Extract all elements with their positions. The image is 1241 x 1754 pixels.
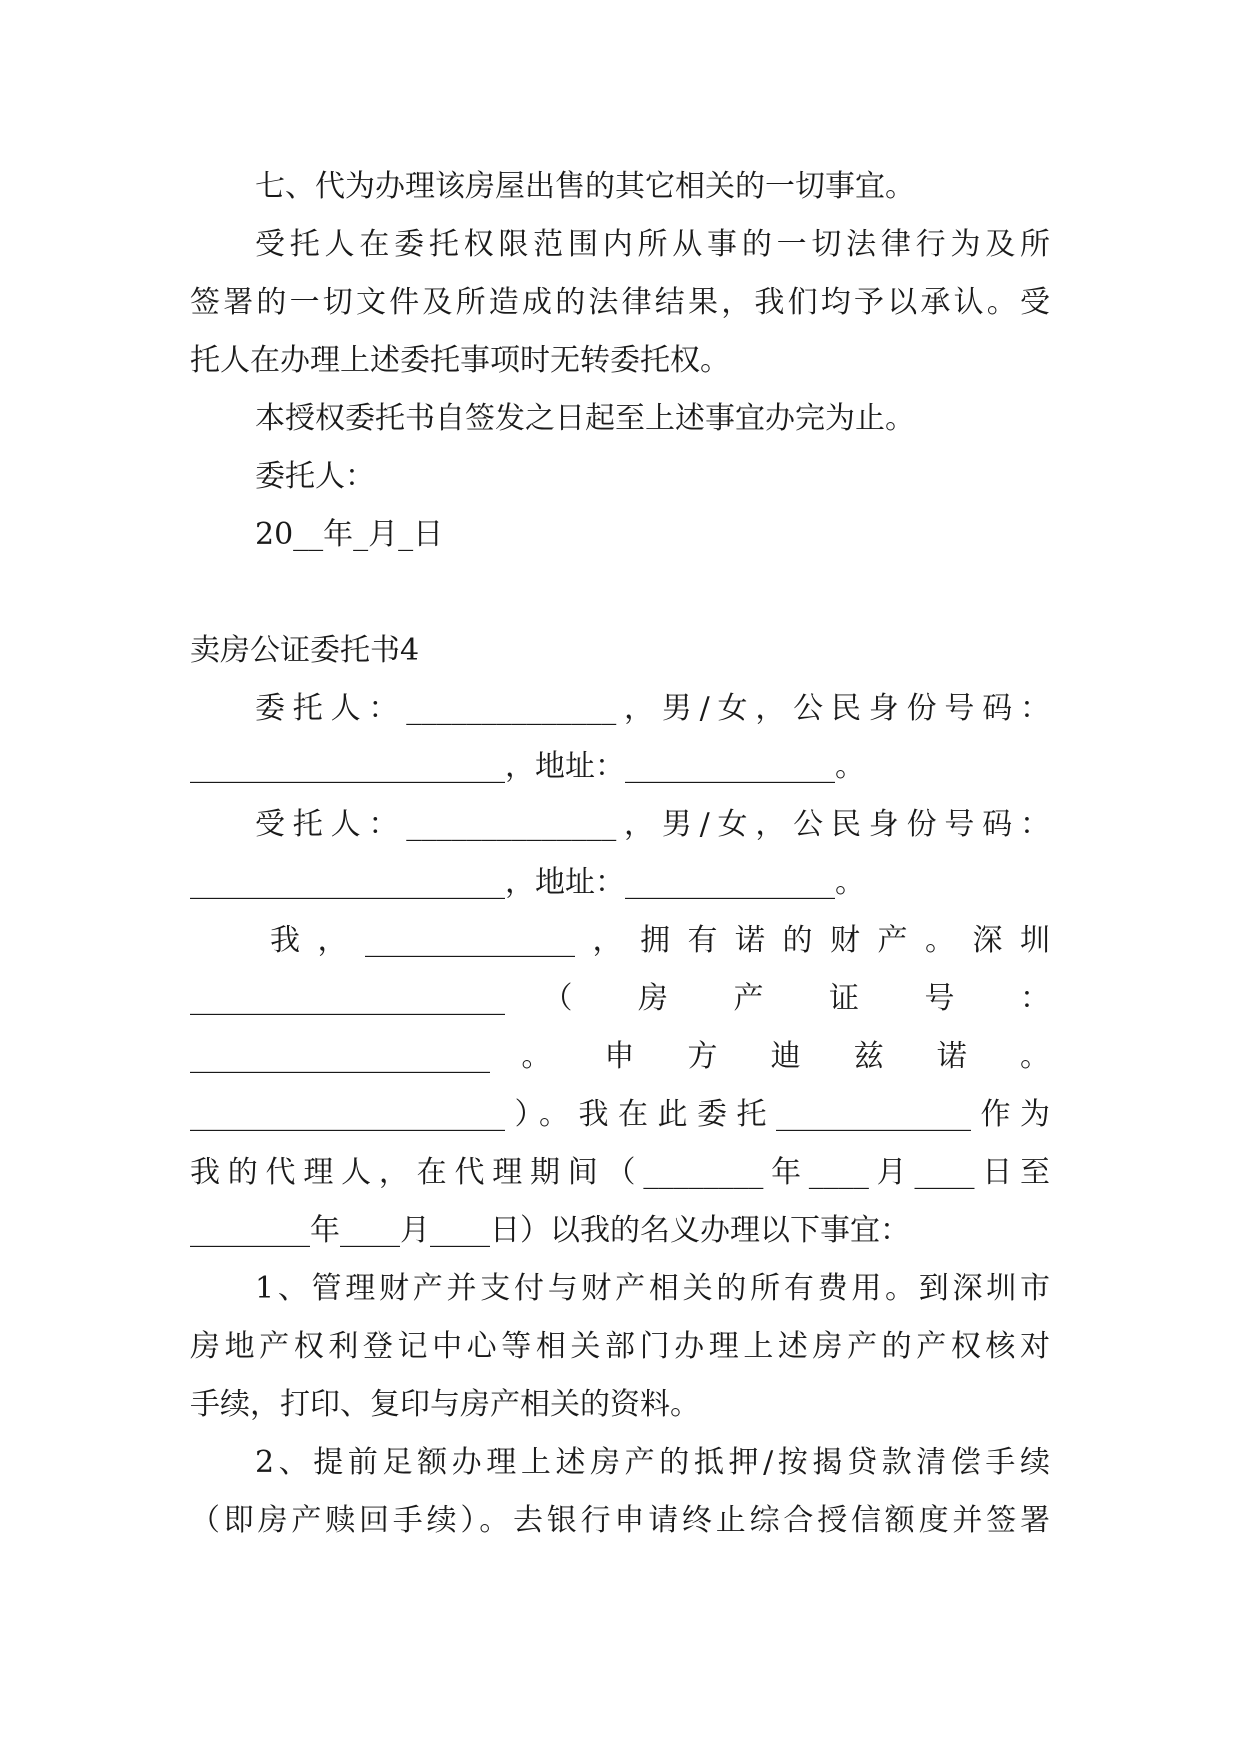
property-cert-line: _____________________ （ 房 产 证 号 ： [190,981,1050,1016]
property-note-line: ____________________ 。 申 方 迪 兹 诺 。 [190,1039,1050,1074]
item-one-line-1: 1、管理财产并支付与财产相关的所有费用。到深圳市 [255,1271,1050,1306]
property-owner-line: 我，______________，拥有诺的财产。深圳 [270,923,1050,958]
para-liability-line-2: 签署的一切文件及所造成的法律结果，我们均予以承认。受 [190,285,1050,320]
item-seven-line: 七、代为办理该房屋出售的其它相关的一切事宜。 [255,169,915,204]
agent-line: 受托人：______________，男/女，公民身份号码： [255,807,1050,842]
date-line: 20__年_月_日 [255,517,444,552]
validity-line: 本授权委托书自签发之日起至上述事宜办完为止。 [255,401,915,436]
item-two-line-2: （即房产赎回手续）。去银行申请终止综合授信额度并签署 [190,1503,1050,1538]
item-one-line-2: 房地产权利登记中心等相关部门办理上述房产的产权核对 [190,1329,1050,1364]
item-two-line-1: 2、提前足额办理上述房产的抵押/按揭贷款清偿手续 [255,1445,1050,1480]
section-title: 卖房公证委托书4 [190,633,420,668]
principal-signature-label: 委托人： [255,459,375,494]
principal-line: 委托人：______________，男/女，公民身份号码： [255,691,1050,726]
agency-period-line-2: ________年____月____日）以我的名义办理以下事宜： [190,1213,910,1248]
agent-address-line: _____________________，地址：______________。 [190,865,865,900]
para-liability-line-1: 受托人在委托权限范围内所从事的一切法律行为及所 [255,227,1050,262]
para-liability-line-3: 托人在办理上述委托事项时无转委托权。 [190,343,730,378]
principal-address-line: _____________________，地址：______________。 [190,749,865,784]
agency-period-line-1: 我的代理人，在代理期间（________年____月____日至 [190,1155,1050,1190]
entrust-line: _____________________）。我在此委托_____________作为 [190,1097,1050,1132]
item-one-line-3: 手续，打印、复印与房产相关的资料。 [190,1387,700,1422]
